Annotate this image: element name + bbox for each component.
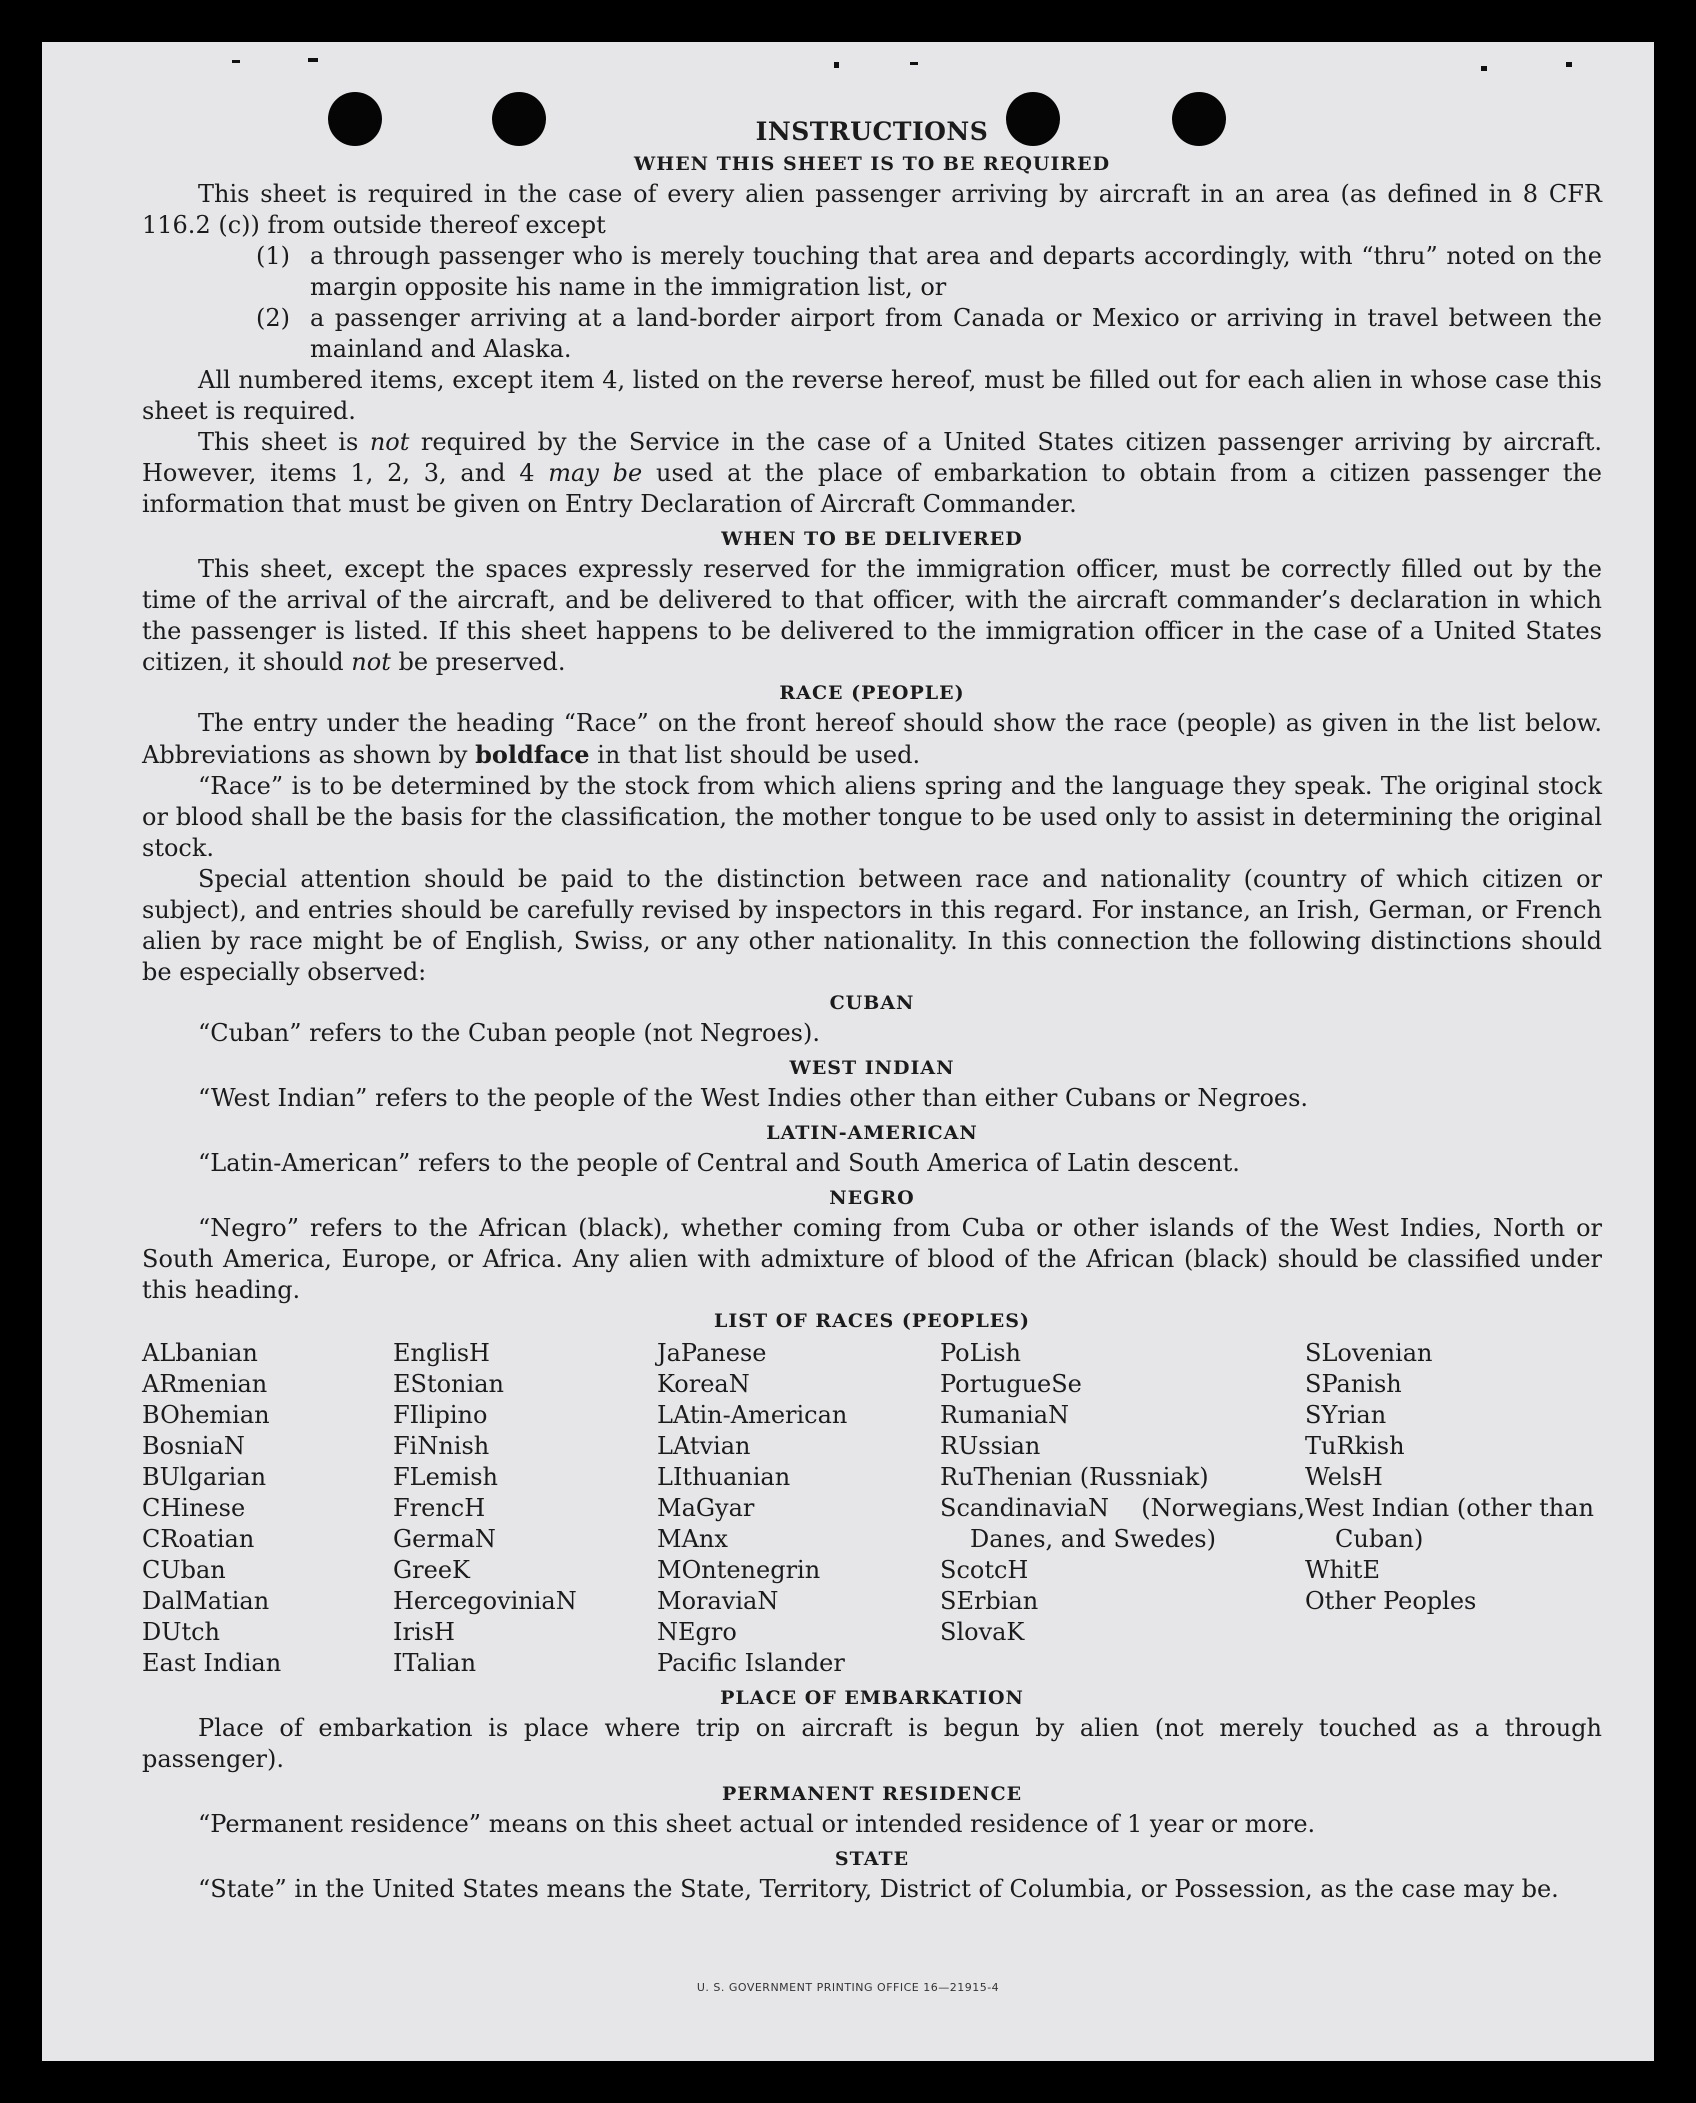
speck [1481, 66, 1487, 71]
race-entry: RumaniaN [940, 1401, 1070, 1429]
race-entry: WhitE [1305, 1556, 1380, 1584]
residence-text: “Permanent residence” means on this sheet actual or intended residence of 1 year or more. [198, 1810, 1316, 1838]
race-entry: BOhemian [142, 1401, 270, 1429]
race-entry: FiNnish [393, 1432, 490, 1460]
races-column-4 [940, 1338, 1305, 1679]
page-title: INSTRUCTIONS [755, 117, 989, 146]
race-entry: SlovaK [940, 1618, 1025, 1646]
race-entry: SLovenian [1305, 1339, 1433, 1367]
state-text: “State” in the United States means the State, Territory, District of Columbia, or Possession, as the case may be. [198, 1875, 1559, 1903]
text-run: used at the place of embarkation to obtain from a citizen passenger the information that must be given on Entry Declaration of Aircraft Commander. [142, 459, 1603, 518]
section-heading-delivered: WHEN TO BE DELIVERED [721, 528, 1023, 550]
races-list [142, 1338, 1602, 1679]
latin-american-text: “Latin-American” refers to the people of Central and South America of Latin descent. [198, 1149, 1240, 1177]
race-entry: KoreaN [657, 1370, 750, 1398]
races-column-2 [393, 1338, 657, 1679]
race-entry: MOntenegrin [657, 1556, 821, 1584]
exception-item-2 [256, 303, 1602, 365]
race-entry: Pacific Islander [657, 1649, 845, 1677]
race-entry: TuRkish [1305, 1432, 1405, 1460]
race-entry: CUban [142, 1556, 226, 1584]
race-paragraph-2: “Race” is to be determined by the stock from which aliens spring and the language they speak. The original stock or blood shall be the basis for the classification, the mother tongue to be used only to assist in determining the original stock. [142, 772, 1602, 862]
race-entry: MAnx [657, 1525, 728, 1553]
race-entry: Other Peoples [1305, 1587, 1477, 1615]
instructions-content [142, 115, 1602, 1905]
section-heading-cuban: CUBAN [829, 992, 915, 1014]
race-entry: SYrian [1305, 1401, 1387, 1429]
section-heading-negro: NEGRO [829, 1187, 915, 1209]
section-heading-residence: PERMANENT RESIDENCE [721, 1783, 1023, 1805]
text-run: be preserved. [390, 648, 566, 676]
race-entry: ITalian [393, 1649, 477, 1677]
cuban-text: “Cuban” refers to the Cuban people (not Negroes). [198, 1019, 820, 1047]
section-heading-embarkation: PLACE OF EMBARKATION [720, 1687, 1024, 1709]
race-entry: CHinese [142, 1494, 246, 1522]
race-entry: LAtvian [657, 1432, 751, 1460]
item-number: (1) [256, 242, 290, 270]
printing-office-footer: U. S. GOVERNMENT PRINTING OFFICE 16—21915-4 [696, 1981, 1000, 1994]
races-column-3 [657, 1338, 940, 1679]
race-entry: DUtch [142, 1618, 221, 1646]
race-entry: NEgro [657, 1618, 737, 1646]
race-entry: FrencH [393, 1494, 486, 1522]
delivered-paragraph [142, 554, 1602, 678]
text-run: This sheet, except the spaces expressly reserved for the immigration officer, must be correctly filled out by the time of the arrival of the aircraft, and be delivered to that officer, with the aircraft commander’s declaration in which the passenger is listed. If this sheet happens to be delivered to the immigration officer in the case of a United States citizen, it should [142, 555, 1602, 676]
race-entry: GreeK [393, 1556, 470, 1584]
race-entry: FLemish [393, 1463, 498, 1491]
race-entry: ARmenian [142, 1370, 268, 1398]
race-entry: GermaN [393, 1525, 496, 1553]
race-entry: RuThenian (Russniak) [940, 1463, 1209, 1491]
race-entry: ScandinaviaN (Norwegians, Danes, and Swedes) [940, 1494, 1305, 1553]
race-entry: West Indian (other than Cuban) [1305, 1494, 1594, 1553]
race-entry: EStonian [393, 1370, 504, 1398]
required-paragraph-3 [142, 427, 1602, 520]
race-entry: CRoatian [142, 1525, 255, 1553]
speck [834, 62, 839, 68]
west-indian-text: “West Indian” refers to the people of the West Indies other than either Cubans or Negroes. [198, 1084, 1309, 1112]
race-entry: PortugueSe [940, 1370, 1082, 1398]
race-entry: FIlipino [393, 1401, 488, 1429]
race-entry: EnglisH [393, 1339, 490, 1367]
section-heading-race: RACE (PEOPLE) [779, 682, 965, 704]
race-entry: LAtin-American [657, 1401, 848, 1429]
list-of-races-heading: LIST OF RACES (PEOPLES) [714, 1310, 1030, 1332]
document-page [42, 42, 1654, 2061]
embarkation-text: Place of embarkation is place where trip on aircraft is begun by alien (not merely touched as a through passenger). [142, 1714, 1602, 1773]
exception-item-1 [256, 241, 1602, 303]
text-run: required by the Service in the case of a United States citizen passenger arriving by aircraft. However, items 1, 2, 3, and 4 [142, 428, 1602, 487]
text-run: This sheet is [198, 428, 370, 456]
item-text: a through passenger who is merely touching that area and departs accordingly, with “thru” noted on the margin opposite his name in the immigration list, or [310, 242, 1602, 301]
section-heading-west-indian: WEST INDIAN [789, 1057, 955, 1079]
race-entry: MoraviaN [657, 1587, 779, 1615]
speck [910, 62, 918, 65]
race-entry: BosniaN [142, 1432, 245, 1460]
race-entry: SPanish [1305, 1370, 1402, 1398]
races-column-5 [1305, 1338, 1602, 1679]
race-entry: DalMatian [142, 1587, 270, 1615]
race-paragraph-3: Special attention should be paid to the distinction between race and nationality (country of which citizen or subject), and entries should be carefully revised by inspectors in this regard. For instance, an Irish, German, or French alien by race might be of English, Swiss, or any other nationality. In this connection the following distinctions should be especially observed: [142, 865, 1602, 986]
race-entry: BUlgarian [142, 1463, 267, 1491]
race-entry: RUssian [940, 1432, 1041, 1460]
races-column-1 [142, 1338, 393, 1679]
text-run: in that list should be used. [589, 741, 921, 769]
section-heading-state: STATE [834, 1848, 910, 1870]
section-heading-required: WHEN THIS SHEET IS TO BE REQUIRED [633, 153, 1111, 175]
race-entry: IrisH [393, 1618, 455, 1646]
speck [1566, 62, 1572, 67]
race-entry: PoLish [940, 1339, 1022, 1367]
section-heading-latin-american: LATIN-AMERICAN [766, 1122, 978, 1144]
race-entry: WelsH [1305, 1463, 1383, 1491]
race-entry: LIthuanian [657, 1463, 791, 1491]
race-entry: ScotcH [940, 1556, 1029, 1584]
speck [232, 60, 240, 63]
race-entry: MaGyar [657, 1494, 755, 1522]
race-entry: ALbanian [142, 1339, 258, 1367]
required-intro: This sheet is required in the case of every alien passenger arriving by aircraft in an area (as defined in 8 CFR 116.2 (c)) from outside thereof except [142, 180, 1602, 239]
italic-run: not [369, 428, 410, 456]
item-number: (2) [256, 304, 290, 332]
race-entry: HercegoviniaN [393, 1587, 577, 1615]
negro-text: “Negro” refers to the African (black), whether coming from Cuba or other islands of the West Indies, North or South America, Europe, or Africa. Any alien with admixture of blood of the African (black) should be classified under this heading. [142, 1214, 1602, 1304]
required-paragraph-2: All numbered items, except item 4, listed on the reverse hereof, must be filled out for each alien in whose case this sheet is required. [142, 366, 1602, 425]
speck [308, 58, 318, 62]
race-paragraph-1 [142, 708, 1602, 771]
bold-run: boldface [475, 740, 590, 769]
race-entry: East Indian [142, 1649, 282, 1677]
italic-run: may be [548, 459, 643, 487]
text-run: The entry under the heading “Race” on the front hereof should show the race (people) as given in the list below. Abbreviations as shown by [142, 709, 1602, 769]
italic-run: not [351, 648, 391, 676]
item-text: a passenger arriving at a land-border airport from Canada or Mexico or arriving in travel between the mainland and Alaska. [310, 304, 1602, 363]
race-entry: SErbian [940, 1587, 1039, 1615]
race-entry: JaPanese [657, 1339, 767, 1367]
